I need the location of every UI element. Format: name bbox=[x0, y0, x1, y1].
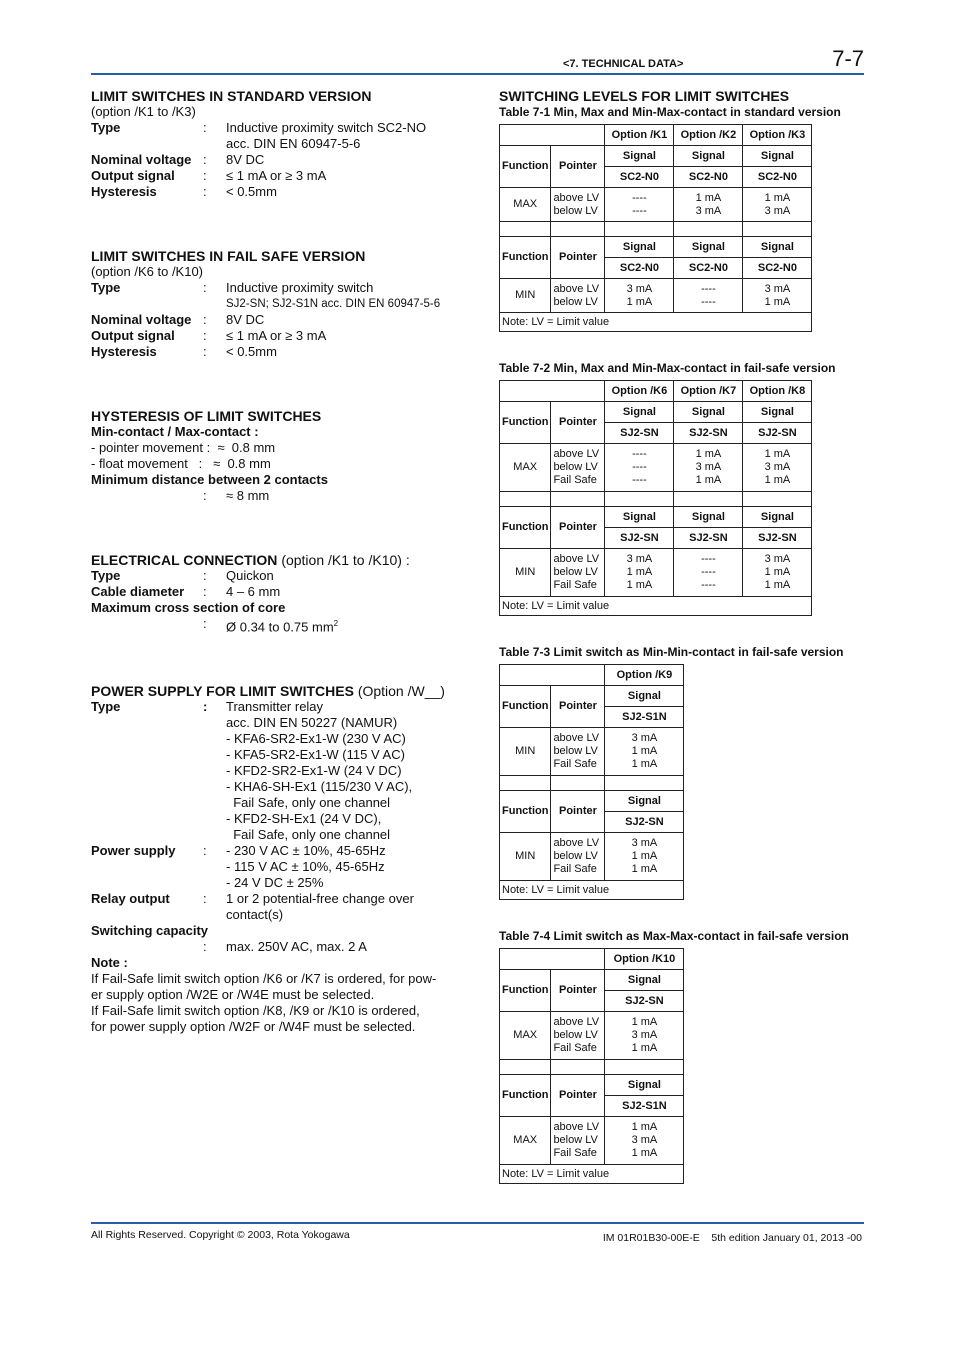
spec-row: Hysteresis : < 0.5mm bbox=[91, 344, 277, 359]
psu-note-label: Note : bbox=[91, 955, 128, 971]
spec-row: Power supply : - 230 V AC ± 10%, 45-65Hz - 115 V AC ± 10%, 45-65Hz - 24 V DC ± 25% bbox=[91, 843, 386, 891]
table-7-4: Option /K10 Function Pointer Signal SJ2-SN MAX above LV below LV Fail Safe 1 mA 3 mA 1 mA Function Pointer Signal SJ2-S1N MAX above LV below LV Fail Safe 1 mA 3 mA 1 mA Note: LV = Limit value bbox=[499, 948, 684, 1184]
hyst-float: - float movement : ≈ 0.8 mm bbox=[91, 456, 271, 471]
header-rule bbox=[91, 73, 864, 75]
spec-row: Cable diameter : 4 – 6 mm bbox=[91, 584, 281, 599]
psu-note: If Fail-Safe limit switch option /K6 or /K7 is ordered, for pow- er supply option /W2E or /W4E must be selected. If Fail-Safe limit switch option /K8, /K9 or /K10 is ordered, for power supply option /W2F or /W4F must be selected. bbox=[91, 971, 437, 1035]
spec-row: Output signal : ≤ 1 mA or ≥ 3 mA bbox=[91, 328, 327, 343]
left-column bbox=[91, 88, 461, 1035]
spec-row: Output signal : ≤ 1 mA or ≥ 3 mA bbox=[91, 168, 327, 183]
spec-row: SJ2-SN; SJ2-S1N acc. DIN EN 60947-5-6 bbox=[226, 298, 441, 310]
fs-subtitle: (option /K6 to /K10) bbox=[91, 264, 204, 279]
std-title: LIMIT SWITCHES IN STANDARD VERSION bbox=[91, 88, 372, 104]
table1-title: Table 7-1 Min, Max and Min-Max-contact in standard version bbox=[499, 105, 841, 119]
footer-rule bbox=[91, 1222, 864, 1224]
hyst-minmax: Min-contact / Max-contact : bbox=[91, 424, 259, 439]
footer-copyright: All Rights Reserved. Copyright © 2003, Rota Yokogawa bbox=[91, 1229, 350, 1241]
table-7-3: Option /K9 Function Pointer Signal SJ2-S1N MIN above LV below LV Fail Safe 3 mA 1 mA 1 mA Function Pointer Signal SJ2-SN MIN above LV below LV Fail Safe 3 mA 1 mA 1 mA Note: LV = Limit value bbox=[499, 664, 684, 900]
spec-row: Nominal voltage : 8V DC bbox=[91, 152, 265, 167]
spec-row: Nominal voltage : 8V DC bbox=[91, 312, 265, 327]
std-section bbox=[91, 88, 461, 200]
spec-row: Type : Quickon bbox=[91, 568, 274, 583]
psu-switching: Switching capacity bbox=[91, 923, 209, 939]
spec-row: Relay output : 1 or 2 potential-free change over contact(s) bbox=[91, 891, 414, 923]
table-7-2: Option /K6 Option /K7 Option /K8 Function Pointer Signal Signal Signal SJ2-SN SJ2-SN SJ2-SN MAX above LV below LV Fail Safe ---- ---- ---- 1 mA 3 mA 1 mA 1 mA 3 mA 1 mA Function Pointer Signal Signal Signal SJ2-SN SJ2-SN SJ2-SN MIN above LV below LV Fail Safe 3 mA 1 mA 1 mA ---- ---- ---- 3 mA 1 mA 1 mA Note: LV = Limit value bbox=[499, 380, 812, 616]
spec-row: : max. 250V AC, max. 2 A bbox=[203, 939, 367, 955]
hysteresis-section bbox=[91, 408, 461, 504]
section-label: <7. TECHNICAL DATA> bbox=[563, 58, 684, 70]
switching-title: SWITCHING LEVELS FOR LIMIT SWITCHES bbox=[499, 88, 790, 104]
std-subtitle: (option /K1 to /K3) bbox=[91, 104, 196, 119]
page-header bbox=[91, 46, 864, 74]
spec-row: Type : Inductive proximity switch bbox=[91, 280, 374, 295]
failsafe-section bbox=[91, 248, 461, 360]
fs-title: LIMIT SWITCHES IN FAIL SAFE VERSION bbox=[91, 248, 366, 264]
table2-title: Table 7-2 Min, Max and Min-Max-contact in fail-safe version bbox=[499, 361, 836, 375]
right-column bbox=[499, 88, 869, 1212]
page-number: 7-7 bbox=[832, 46, 864, 71]
table3-title: Table 7-3 Limit switch as Min-Min-contact in fail-safe version bbox=[499, 645, 844, 659]
spec-row: Type : Transmitter relay acc. DIN EN 50227 (NAMUR) - KFA6-SR2-Ex1-W (230 V AC) - KFA5-SR2-Ex1-W (115 V AC) - KFD2-SR2-Ex1-W (24 V DC) - KHA6-SH-Ex1 (115/230 V AC), Fail Safe, only one channel - KFD2-SH-Ex1 (24 V DC), Fail Safe, only one channel bbox=[91, 699, 413, 843]
electrical-section bbox=[91, 552, 461, 635]
hyst-pointer: - pointer movement : ≈ 0.8 mm bbox=[91, 440, 276, 455]
footer-doc-id: IM 01R01B30-00E-E 5th edition January 01, 2013 -00 bbox=[602, 1232, 862, 1244]
hyst-title: HYSTERESIS OF LIMIT SWITCHES bbox=[91, 408, 322, 424]
table4-title: Table 7-4 Limit switch as Max-Max-contact in fail-safe version bbox=[499, 929, 849, 943]
table-7-1: Option /K1 Option /K2 Option /K3 Function Pointer Signal Signal Signal SC2-N0 SC2-N0 SC2-N0 MAX above LV below LV ---- ---- 1 mA 3 mA 1 mA 3 mA Function Pointer Signal Signal Signal SC2-N0 SC2-N0 SC2-N0 MIN above LV below LV 3 mA 1 mA ---- ---- 3 mA 1 mA Note: LV = Limit value bbox=[499, 124, 812, 332]
power-supply-section bbox=[91, 683, 461, 1035]
elec-title: ELECTRICAL CONNECTION (option /K1 to /K10) : bbox=[91, 552, 410, 568]
psu-title: POWER SUPPLY FOR LIMIT SWITCHES (Option /W__) bbox=[91, 683, 445, 700]
hyst-mindist: Minimum distance between 2 contacts bbox=[91, 472, 328, 487]
spec-row: Type : Inductive proximity switch SC2-NO bbox=[91, 120, 427, 135]
elec-core: Maximum cross section of core bbox=[91, 600, 286, 615]
spec-row: Hysteresis : < 0.5mm bbox=[91, 184, 277, 199]
spec-row: acc. DIN EN 60947-5-6 bbox=[226, 136, 361, 151]
spec-row: : ≈ 8 mm bbox=[203, 488, 270, 503]
spec-row: : Ø 0.34 to 0.75 $mm^2$ bbox=[203, 616, 339, 635]
